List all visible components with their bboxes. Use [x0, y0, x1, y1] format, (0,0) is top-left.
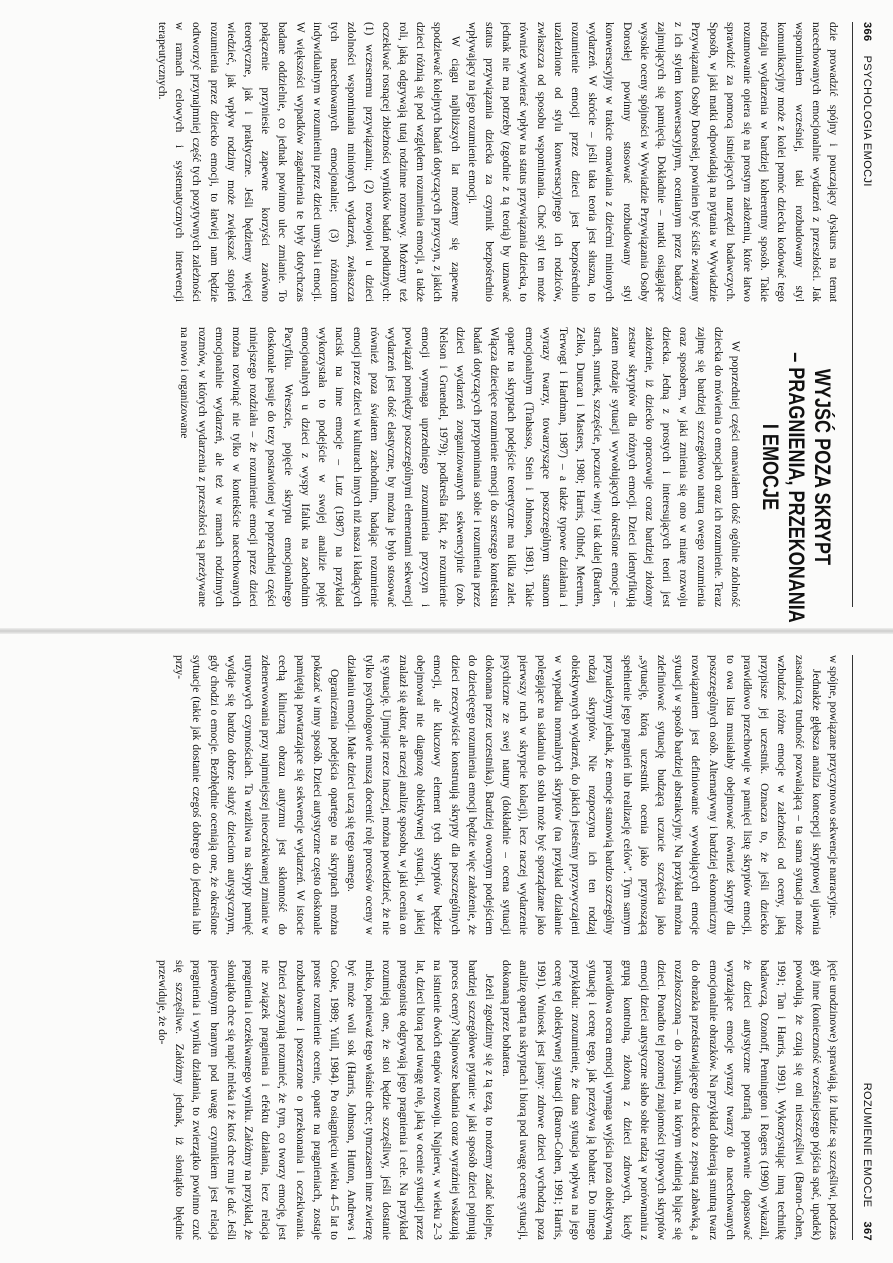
section-title-line: – PRAGNIENIA, PRZEKONANIA	[784, 352, 809, 623]
section-title	[757, 352, 835, 623]
left-header-rule	[852, 22, 853, 607]
right-page-number: 367	[861, 1221, 873, 1241]
paragraph: jęcie urodzinowe) sprawiają, iż ludzie są szczęśliwi, podczas gdy inne (konieczność wcześniejszego pójścia spać, upadek) powodują, że czują się oni nieszczęśliwi (Baron-Cohen, 1991; Tan i Harris, 1991). Wykorzystując inną technikę badawczą, Ozonoff, Pennington i Rogers (1990) wykazali, że dzieci autystyczne potrafią poprawnie dopasować wyrażające emocje wyrazy twarzy do nacechowanych emocjonalnie obrazków. Na przykład dobierają smutną twarz do obrazka przedstawiającego dziecko z zepsutą zabawką, a rozzłoszczoną – do rysunku, na którym widnieją bijące się dzieci. Ponadto tej pozornej znajomości typowych skryptów emocji dzieci autystyczne słabo sobie radzą w porównaniu z grupą kontrolną, złożoną z dzieci zdrowych, kiedy prawidłowa ocena emocji wymaga wyjścia poza obiektywną sytuację i ocenę tego, jak przeżywa ją bohater. Do innego przykładu: zrozumienie, że dana sytuacja wpływa na jego ocenę tej obiektywnej sytuacji (Baron-Cohen, 1991; Harris, 1991). Wniosek jest jasny: zdrowe dzieci wychodzą poza analizę opartą na skryptach i biorą pod uwagę ocenę sytuacji, dokonaną przez bohatera.	[500, 960, 839, 1240]
left-column-1	[21, 22, 841, 302]
paragraph: Ograniczenia podejścia opartego na skryptach można pokazać w inny sposób. Dzieci autystyczne często doskonale pamiętają powtarzające się sekwencje wydarzeń. W istocie cechą kliniczną obrazu autyzmu jest skłonność do zdenerwowania przy najmniejszej nieoczekiwanej zmianie w rutynowych czynnościach. Ta wrażliwa na skrypty pamięć wydaje się bardzo dobrze służyć dzieciom autystycznym, gdy chodzi o emocje. Bezbłędnie oceniają one, że określone sytuacje (takie jak dostanie czegoś dobrego do jedzenia lub przy-	[173, 655, 341, 935]
paragraph: W poprzedniej części omawiałem dość ogólnie zdolność dziecka do mówienia o emocjach oraz ich rozumienie. Teraz zajmę się bardziej szczegółowo naturą owego rozumienia oraz sposobem, w jaki zmienia się ono w miarę rozwoju dziecka. Jedną z prostych i interesujących teorii jest założenie, iż dziecko opracowuje coraz bardziej złożony zestaw skryptów dla różnych emocji. Dzieci identyfikują zatem rodzaje sytuacji wywołujących określone emocje – strach, smutek, szczęście, poczucie winy i tak dalej (Barden, Zelko, Duncan i Masters, 1980; Harris, Olthof, Meerum, Terwogt i Hardman, 1987) – a także typowe działania i wyrazy twarzy, towarzyszące poszczególnym stanom emocjonalnym (Trabasso, Stein i Johnson, 1981). Takie oparte na skryptach podejście teoretyczne ma kilka zalet. Włącza dziecięce rozumienie emocji do szerszego kontekstu badań dotyczących przypominania sobie i rozumienia przez dzieci wydarzeń zorganizowanych sekwencyjnie (zob. Nelson i Gruendel, 1979); podkreśla fakt, że rozumienie emocji wymaga uprzedniego zrozumienia przyczyn i powiązań pomiędzy poszczególnymi elementami sekwencji wydarzeń jest dość elastyczne, by można je było stosować również poza światem zachodnim, badając rozumienie emocji przez dzieci w kulturach innych niż nasza i kładących nacisk na inne emocje – Lutz (1987) na przykład wykorzystała to podejście w swojej analizie pojęć emocjonalnych u dzieci z wyspy Ifaluk na zachodnim Pacyfiku. Wreszcie, pojęcie skryptu emocjonalnego doskonale pasuje do tezy postawionej w poprzedniej części niniejszego rozdziału – że rozumienie emocji przez dzieci można rozwinąć nie tylko w kontekście nacechowanych emocjonalnie wydarzeń, ale też w ramach rodzinnych rozmów, w których wydarzenia z przeszłości są przeżywane na nowo i organizowane	[178, 327, 741, 607]
book-gutter	[0, 628, 893, 634]
left-running-title: PSYCHOLOGIA EMOCJI	[861, 55, 873, 187]
section-title-line: WYJŚĆ POZA SKRYPT	[810, 368, 835, 566]
right-running-head	[861, 1083, 873, 1241]
paragraph: dzie prowadzić spójny i pouczający dyskurs na temat nacechowanych emocjonalnie wydarzeń z przeszłości. Jak wspominałem wcześniej, taki rozbudowany styl komunikacyjny może z kolei pomóc dziecku kodować tego rodzaju wydarzenia w bardziej koherentny sposób. Takie rozumowanie opiera się na prostym założeniu, które łatwo sprawdzić za pomocą istniejących narzędzi badawczych. Sposób, w jaki matki odpowiadają na pytania w Wywiadzie Przywiązania Osoby Dorosłej, powinien być ściśle związany z ich stylem konwersacyjnym, ocenianym przez badaczy zajmujących się pamięcią. Dokładnie – matki osiągające wysokie oceny spójności w Wywiadzie Przywiązania Osoby Dorosłej powinny stosować rozbudowany styl konwersacyjny w trakcie omawiania z dziećmi minionych wydarzeń. W skrócie – jeśli taka teoria jest słuszna, to rozumienie emocji przez dzieci jest bezpośrednio uzależnione od stylu konwersacyjnego ich rodziców, zwłaszcza od sposobu wspominania. Choć styl ten może również wywierać wpływ na status przywiązania dziecka, to jednak nie ma potrzeby (zgodnie z tą teorią) by uznawać status przywiązania dziecka za czynnik bezpośrednio wpływający na jego rozumienie emocji.	[465, 22, 839, 302]
paragraph: w spójne, powiązane przyczynowo sekwencje narracyjne.	[827, 655, 839, 919]
paragraph: Jednakże głębsza analiza koncepcji skryptowej ujawnia zasadniczą trudność pozwalającą – ta sama sytuacja może wzbudzać różne emocje w zależności od oceny, jaką przypisze jej uczestnik. Oznacza to, że jeśli dziecko prawidłowo przechowuje w pamięci listę skryptów emocji, to owa lista musiałaby obejmować również skrypty dla poszczególnych osób. Alternatywny i bardziej ekonomiczny rozwiązaniem jest definiowanie wywołujących emocje sytuacji w sposób bardziej abstrakcyjny. Na przykład można zdefiniować sytuację budzącą uczucie szczęścia jako „sytuację, którą uczestnik ocenia jako przynoszącą spełnienie jego pragnień lub realizację celów”. Tym samym przynależymy jednak, że emocje stanowią bardzo szczególny rodzaj skryptów. Nie rozpoczyna ich ten rodzaj obiektywnych wydarzeń, do jakich jesteśmy przyzwyczajeni w wypadku normalnych skryptów (na przykład działanie polegające na siadaniu do stołu może być sporządzane jako pierwszy ruch w skrypcie kolacji), lecz raczej wydarzenie psychiczne ze swej natury (dokładnie – ocena sytuacji dokonana przez uczestnika). Bardziej owocnym podejściem do dziecięcego rozumienia emocji będzie więc założenie, że dzieci rzeczywiście konstruują skrypty dla poszczególnych emocji, ale kluczowy element tych skryptów będzie obejmował nie diagnozę obiektywnej sytuacji, w jakiej znalazł się aktor, ale raczej analizę sposobu, w jaki ocenia on tę sytuację. Ujmując rzecz inaczej, można powiedzieć, że nie tylko psychologowie muszą docenić rolę procesów oceny w działaniu emocji. Małe dzieci uczą się tego samego.	[345, 655, 822, 935]
right-header-rule	[852, 655, 853, 1240]
right-column-1	[21, 655, 841, 935]
paragraph: W ciągu najbliższych lat możemy się zapewne spodziewać kolejnych badań dotyczących przyczyn, z jakich dzieci różnią się pod względem rozumienia emocji, a także roli, jaką odgrywają tutaj rodzinne rozmowy. Możemy też oczekiwać rosnącej zbieżności wyników badań podłużnych: (1) wczesnemu przywiązaniu; (2) rozwojowi u dzieci zdolności wspominania minionych wydarzeń, zwłaszcza tych nacechowanych emocjonalnie; (3) różnicom indywidualnym w rozumieniu przez dzieci umysłu i emocji. W większości wypadków zagadnienia te były dotychczas badane oddzielnie, co jednak powinno ulec zmianie. To połączenie przyniesie zapewne korzyści zarówno teoretyczne, jak i praktyczne. Jeśli będziemy więcej wiedzieć, jak wpływ rodziny może zwiększać stopień rozumienia przez dziecko emocji, to łatwiej nam będzie odtworzyć przynajmniej część tych pozytywnych zależności w ramach celowych i systematycznych interwencji terapeutycznych.	[156, 22, 461, 302]
left-running-head	[861, 22, 873, 187]
section-title-line: I EMOCJE	[758, 423, 783, 511]
left-page-number: 366	[861, 22, 873, 42]
right-running-title: ROZUMIENIE EMOCJE	[861, 1082, 873, 1208]
paragraph: Jeżeli zgodzimy się z tą tezą, to możemy zadać kolejne, bardziej szczegółowe pytanie: w jaki sposób dzieci pojmują proces oceny? Najnowsze badania coraz wyraźniej wskazują na istnienie dwóch etapów rozwoju. Najpierw, w wieku 2–3 lat, dzieci biorą pod uwagę rolę, jaką w ocenie sytuacji przez protagonistę odgrywają jego pragnienia i cele. Na przykład rozumieją one, że stoi będzie szczęśliwy, jeśli dostanie mleko, ponieważ tego właśnie chce; tymczasem inne zwierzę być może woli sok (Harris, Johnson, Hutton, Andrews i Cooke, 1989; Yuill, 1984). Po osiągnięciu wieku 4–5 lat to proste rozumienie ocenie, oparte na pragnieniach, zostaje rozbudowane i poszerzone o przekonania i oczekiwania. Dzieci zaczynają rozumieć, że tym, co tworzy emocję, jest nie związek pragnienia i efektu działania, lecz relacja pragnienia i oczekiwanego wyniku. Załóżmy na przykład, że słoniątko chce się napić mleka i że ktoś chce mu je dać. Jeśli pierwotnym branym pod uwagę czynnikiem jest relacja pragnienia i wyniku działania, to zwierzątko powinno czuć się szczęśliwe. Załóżmy jednak, iż słoniątko błędnie przewiduje, że do-	[156, 960, 495, 1240]
left-column-2	[21, 327, 743, 607]
right-column-2	[21, 960, 841, 1240]
